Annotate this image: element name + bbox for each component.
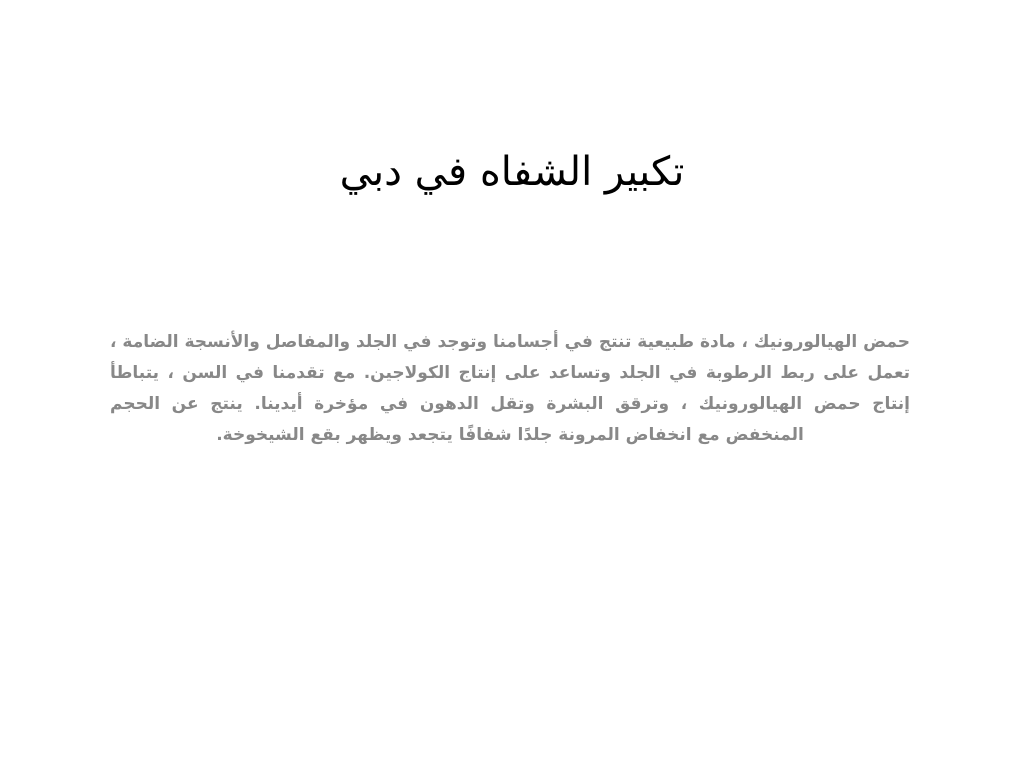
slide-body-text: حمض الهيالورونيك ، مادة طبيعية تنتج في أجسامنا وتوجد في الجلد والمفاصل والأنسجة الضامة ، تعمل على ربط الرطوبة في الجلد وتساعد على إنتاج الكولاجين. مع تقدمنا في السن ، يتباطأ إنتاج حمض الهيالورونيك ، وترقق البشرة وتقل الدهون في مؤخرة أيدينا. ينتج عن الحجم المنخفض مع انخفاض المرونة جلدًا شفافًا يتجعد ويظهر بقع الشيخوخة. <box>110 332 910 445</box>
slide-title: تكبير الشفاه في دبي <box>339 149 685 195</box>
